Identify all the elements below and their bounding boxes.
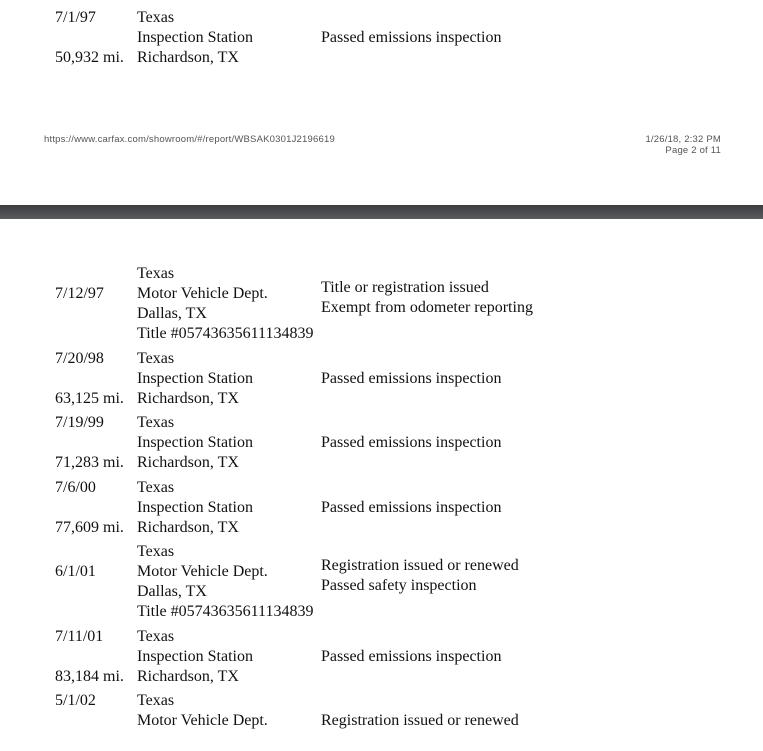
- source-line: Texas: [137, 627, 175, 645]
- source-line: Texas: [137, 349, 175, 367]
- comment-line: Registration issued or renewed: [321, 557, 519, 574]
- record-comments: [321, 556, 519, 596]
- record-date-column: [55, 627, 124, 687]
- record-date-column: [55, 349, 124, 409]
- record-date-column: [55, 691, 96, 751]
- source-line: Motor Vehicle Dept.: [137, 285, 268, 302]
- record-comments: [321, 278, 533, 318]
- footer-page-number: Page 2 of 11: [665, 145, 721, 156]
- record-date-column: [55, 264, 104, 344]
- source-line: Richardson, TX: [137, 389, 239, 407]
- record-date-column: [55, 542, 96, 622]
- source-line: Richardson, TX: [137, 454, 239, 471]
- record-date: 6/1/01: [55, 563, 96, 580]
- record-source: [137, 413, 253, 473]
- record-source: [137, 542, 313, 622]
- record-source: [137, 349, 253, 409]
- source-line: Inspection Station: [137, 369, 253, 387]
- page-separator: [0, 205, 763, 219]
- source-line: Richardson, TX: [137, 667, 239, 685]
- source-line: Dallas, TX: [137, 305, 207, 322]
- source-line: Title #05743635611134839: [137, 325, 314, 342]
- source-line: Inspection Station: [137, 434, 253, 451]
- record-odometer: 83,184 mi.: [55, 667, 124, 685]
- record-odometer: 71,283 mi.: [55, 454, 124, 471]
- comment-line: Passed emissions inspection: [321, 29, 502, 46]
- record-source: [137, 264, 313, 344]
- comment-line: Registration issued or renewed: [321, 712, 519, 729]
- record-date: 5/1/02: [55, 692, 96, 709]
- source-line: Inspection Station: [137, 498, 253, 516]
- record-source: [137, 8, 253, 68]
- source-line: Texas: [137, 543, 175, 560]
- report-page-2: [0, 0, 763, 205]
- record-odometer: 63,125 mi.: [55, 389, 124, 407]
- source-line: Inspection Station: [137, 647, 253, 665]
- source-line: Richardson, TX: [137, 49, 239, 66]
- record-comments: [321, 8, 501, 48]
- record-date-column: [55, 8, 124, 68]
- source-line: Texas: [137, 478, 175, 496]
- record-source: [137, 691, 268, 731]
- record-comments: [321, 711, 519, 731]
- source-line: Title #05743635611134839: [137, 603, 314, 620]
- record-comments: [321, 433, 501, 453]
- source-line: Texas: [137, 414, 175, 431]
- record-source: [137, 478, 253, 538]
- source-line: Texas: [137, 9, 175, 26]
- comment-line: Passed safety inspection: [321, 577, 477, 594]
- comment-line: Exempt from odometer reporting: [321, 299, 533, 316]
- record-source: [137, 627, 253, 687]
- comment-line: Passed emissions inspection: [321, 369, 502, 387]
- record-date: 7/1/97: [55, 9, 96, 26]
- record-date-column: [55, 478, 124, 538]
- record-comments: [321, 647, 501, 667]
- source-line: Texas: [137, 265, 175, 282]
- report-page-3: [0, 219, 763, 729]
- record-odometer: 50,932 mi.: [55, 49, 124, 66]
- record-comments: [321, 498, 501, 518]
- footer-meta: [645, 134, 721, 156]
- record-date: 7/12/97: [55, 285, 104, 302]
- record-date: 7/19/99: [55, 414, 104, 431]
- source-line: Richardson, TX: [137, 518, 239, 536]
- record-date: 7/20/98: [55, 349, 104, 367]
- record-date: 7/6/00: [55, 478, 96, 496]
- comment-line: Passed emissions inspection: [321, 647, 502, 665]
- footer-datetime: 1/26/18, 2:32 PM: [645, 134, 721, 145]
- record-date: 7/11/01: [55, 627, 104, 645]
- comment-line: Title or registration issued: [321, 279, 489, 296]
- source-line: Texas: [137, 692, 175, 709]
- source-line: Inspection Station: [137, 29, 253, 46]
- footer-url[interactable]: https://www.carfax.com/showroom/#/report/WBSAK0301J2196619: [44, 134, 335, 145]
- comment-line: Passed emissions inspection: [321, 434, 502, 451]
- source-line: Motor Vehicle Dept.: [137, 563, 268, 580]
- source-line: Motor Vehicle Dept.: [137, 712, 268, 729]
- comment-line: Passed emissions inspection: [321, 498, 502, 516]
- source-line: Dallas, TX: [137, 583, 207, 600]
- record-date-column: [55, 413, 124, 473]
- record-comments: [321, 369, 501, 389]
- record-odometer: 77,609 mi.: [55, 518, 124, 536]
